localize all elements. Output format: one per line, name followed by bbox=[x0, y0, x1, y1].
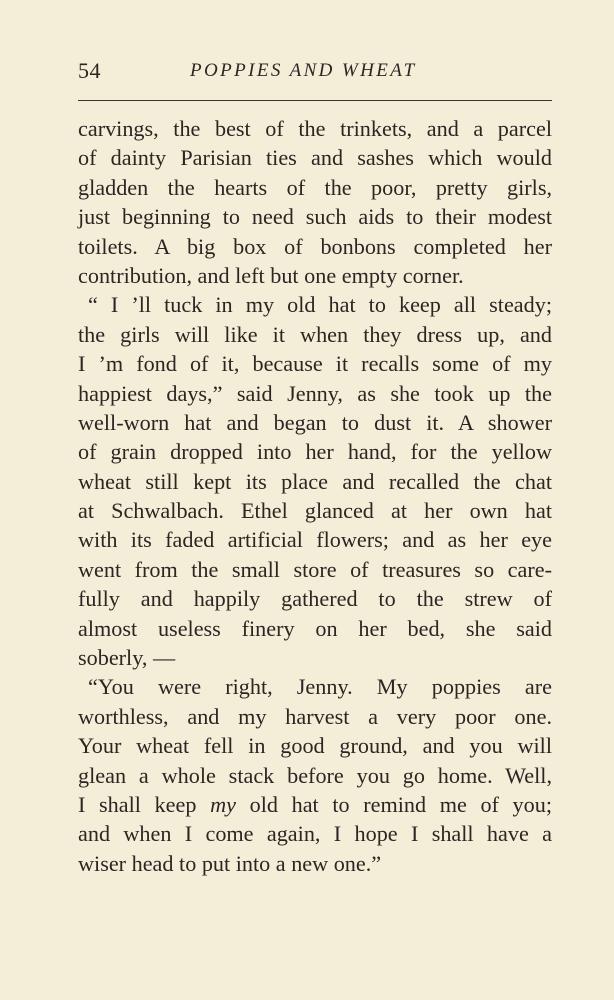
text-line: wiser head to put into a new one.” bbox=[78, 850, 382, 876]
text-line: gladden the hearts of the poor, pretty girls, bbox=[78, 174, 552, 200]
text-line: glean a whole stack before you go home. Well, bbox=[78, 762, 552, 788]
text-line: the girls will like it when they dress up, and bbox=[78, 321, 552, 347]
text-line bbox=[78, 790, 552, 819]
text-line: “ I ’ll tuck in my old hat to keep all steady; bbox=[88, 292, 552, 318]
text-line: of dainty Parisian ties and sashes which would bbox=[78, 145, 552, 171]
body-text bbox=[78, 114, 552, 878]
text-line: with its faded artificial flowers; and as her eye bbox=[78, 527, 552, 553]
page-header bbox=[78, 58, 548, 92]
text-line: “You were right, Jenny. My poppies are bbox=[88, 674, 552, 700]
header-rule bbox=[78, 100, 552, 101]
text-line: wheat still kept its place and recalled the chat bbox=[78, 468, 552, 494]
text-line: well-worn hat and began to dust it. A shower bbox=[78, 409, 552, 435]
text-line: contribution, and left but one empty corner. bbox=[78, 262, 464, 288]
text-line: happiest days,” said Jenny, as she took up the bbox=[78, 380, 552, 406]
text-line: just beginning to need such aids to their modest bbox=[78, 204, 552, 230]
text-line: soberly, — bbox=[78, 645, 176, 671]
text-line: worthless, and my harvest a very poor one. bbox=[78, 703, 552, 729]
emphasized-word: my bbox=[210, 791, 236, 817]
text-line: fully and happily gathered to the strew of bbox=[78, 586, 552, 612]
text-segment: old hat to remind me of you; bbox=[249, 791, 553, 817]
text-line: Your wheat fell in good ground, and you will bbox=[78, 733, 552, 759]
text-line: almost useless finery on her bed, she said bbox=[78, 615, 552, 641]
text-line: toilets. A big box of bonbons completed her bbox=[78, 233, 552, 259]
text-line: of grain dropped into her hand, for the yellow bbox=[78, 439, 552, 465]
page-number: 54 bbox=[78, 58, 101, 83]
text-line: and when I come again, I hope I shall have a bbox=[78, 821, 552, 847]
text-line: I ’m fond of it, because it recalls some of my bbox=[78, 351, 552, 377]
text-segment: I shall keep bbox=[78, 791, 197, 817]
text-line: went from the small store of treasures so care- bbox=[78, 556, 552, 582]
text-line: at Schwalbach. Ethel glanced at her own hat bbox=[78, 498, 552, 524]
text-line: carvings, the best of the trinkets, and a parcel bbox=[78, 116, 552, 141]
running-title: POPPIES AND WHEAT bbox=[190, 60, 417, 81]
